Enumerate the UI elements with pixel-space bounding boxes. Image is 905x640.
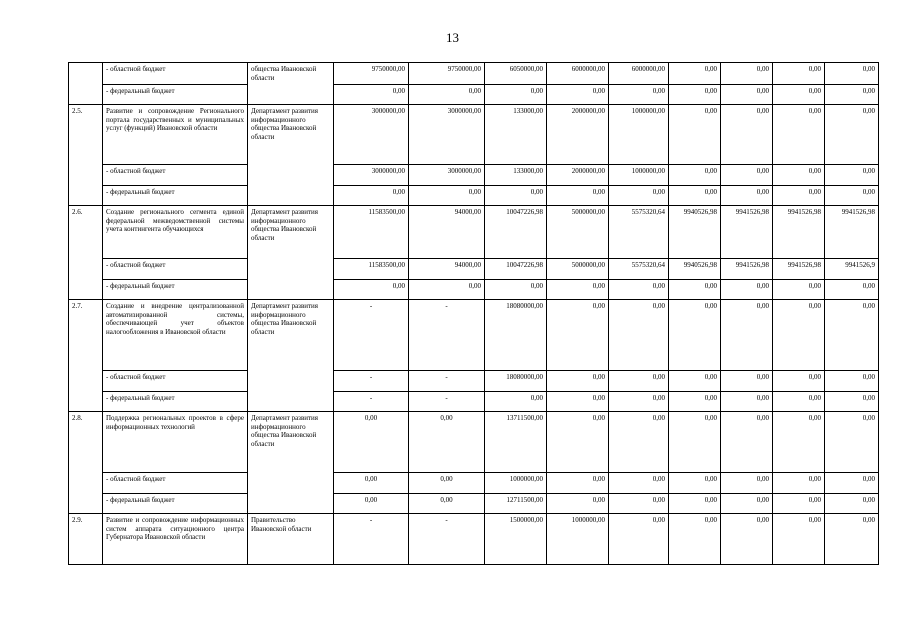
value-cell: 0,00 — [547, 371, 609, 392]
value-cell: 0,00 — [773, 105, 825, 165]
value-cell: 1500000,00 — [485, 514, 547, 565]
value-cell: 0,00 — [773, 280, 825, 300]
row-description: - федеральный бюджет — [103, 85, 248, 105]
table-row — [69, 280, 879, 300]
value-cell: 1000000,00 — [547, 514, 609, 565]
value-cell: 5575320,64 — [609, 259, 669, 280]
value-cell: 5000000,00 — [547, 259, 609, 280]
value-cell: 0,00 — [669, 105, 721, 165]
value-cell: 94000,00 — [409, 259, 485, 280]
value-cell: 0,00 — [773, 412, 825, 473]
table-row — [69, 206, 879, 259]
value-cell: 0,00 — [825, 186, 879, 206]
budget-table — [68, 62, 879, 565]
value-cell: 0,00 — [547, 392, 609, 412]
value-cell: 0,00 — [609, 412, 669, 473]
value-cell: 0,00 — [409, 186, 485, 206]
value-cell: 18080000,00 — [485, 300, 547, 371]
value-cell: 94000,00 — [409, 206, 485, 259]
value-cell: 3000000,00 — [409, 105, 485, 165]
value-cell: 0,00 — [485, 280, 547, 300]
value-cell: 1000000,00 — [485, 473, 547, 494]
row-index: 2.7. — [69, 300, 103, 412]
value-cell: 3000000,00 — [334, 165, 409, 186]
value-cell: 0,00 — [409, 494, 485, 514]
value-cell: 0,00 — [669, 412, 721, 473]
row-description: Создание и внедрение централизованной автоматизированной системы, обеспечивающей учет объектов налогообложения в Ивановской области — [103, 300, 248, 371]
value-cell: 9941526,9 — [825, 259, 879, 280]
row-description: - областной бюджет — [103, 63, 248, 85]
value-cell: 0,00 — [609, 514, 669, 565]
value-cell: 0,00 — [334, 280, 409, 300]
table-row — [69, 165, 879, 186]
row-executor: Департамент развития информационного общества Ивановской области — [248, 206, 334, 300]
value-cell: 2000000,00 — [547, 105, 609, 165]
value-cell: - — [334, 300, 409, 371]
row-executor: Правительство Ивановской области — [248, 514, 334, 565]
row-executor: Департамент развития информационного общества Ивановской области — [248, 105, 334, 206]
value-cell: 0,00 — [669, 473, 721, 494]
table-row — [69, 494, 879, 514]
value-cell: 12711500,00 — [485, 494, 547, 514]
value-cell: - — [334, 514, 409, 565]
row-index — [69, 63, 103, 105]
value-cell: 0,00 — [721, 371, 773, 392]
row-index: 2.9. — [69, 514, 103, 565]
value-cell: 1000000,00 — [609, 105, 669, 165]
value-cell: 0,00 — [669, 392, 721, 412]
value-cell: 5575320,64 — [609, 206, 669, 259]
value-cell: 0,00 — [547, 494, 609, 514]
value-cell: 0,00 — [721, 105, 773, 165]
value-cell: 13711500,00 — [485, 412, 547, 473]
value-cell: 0,00 — [609, 85, 669, 105]
value-cell: 9941526,98 — [773, 259, 825, 280]
value-cell: 0,00 — [334, 186, 409, 206]
value-cell: 0,00 — [825, 412, 879, 473]
value-cell: 0,00 — [547, 280, 609, 300]
table-row — [69, 259, 879, 280]
value-cell: 0,00 — [721, 494, 773, 514]
row-description: - федеральный бюджет — [103, 186, 248, 206]
row-executor: Департамент развития информационного общества Ивановской области — [248, 412, 334, 514]
value-cell: 6000000,00 — [547, 63, 609, 85]
value-cell: 0,00 — [721, 473, 773, 494]
table-row — [69, 85, 879, 105]
value-cell: 0,00 — [825, 371, 879, 392]
value-cell: 0,00 — [485, 85, 547, 105]
value-cell: 0,00 — [825, 494, 879, 514]
value-cell: 0,00 — [547, 473, 609, 494]
value-cell: 0,00 — [409, 412, 485, 473]
value-cell: 0,00 — [547, 300, 609, 371]
value-cell: 6050000,00 — [485, 63, 547, 85]
value-cell: 0,00 — [669, 63, 721, 85]
value-cell: 0,00 — [609, 494, 669, 514]
row-executor: Департамент развития информационного общества Ивановской области — [248, 300, 334, 412]
value-cell: 0,00 — [721, 514, 773, 565]
value-cell: 0,00 — [669, 280, 721, 300]
value-cell: - — [409, 392, 485, 412]
value-cell: 9941526,98 — [721, 259, 773, 280]
value-cell: 9750000,00 — [334, 63, 409, 85]
value-cell: 10047226,98 — [485, 259, 547, 280]
value-cell: - — [409, 371, 485, 392]
value-cell: 0,00 — [825, 514, 879, 565]
value-cell: 0,00 — [825, 85, 879, 105]
value-cell: 0,00 — [825, 473, 879, 494]
value-cell: 0,00 — [773, 473, 825, 494]
value-cell: 0,00 — [721, 63, 773, 85]
value-cell: 0,00 — [547, 186, 609, 206]
table-row — [69, 105, 879, 165]
value-cell: 0,00 — [825, 63, 879, 85]
value-cell: 11583500,00 — [334, 259, 409, 280]
row-index: 2.6. — [69, 206, 103, 300]
value-cell: - — [409, 514, 485, 565]
value-cell: 0,00 — [547, 412, 609, 473]
value-cell: 0,00 — [547, 85, 609, 105]
row-description: Поддержка региональных проектов в сфере информационных технологий — [103, 412, 248, 473]
value-cell: 0,00 — [773, 494, 825, 514]
value-cell: 0,00 — [721, 186, 773, 206]
table-row — [69, 392, 879, 412]
value-cell: 9750000,00 — [409, 63, 485, 85]
value-cell: 0,00 — [825, 392, 879, 412]
value-cell: 5000000,00 — [547, 206, 609, 259]
value-cell: 9941526,98 — [825, 206, 879, 259]
value-cell: 0,00 — [669, 494, 721, 514]
value-cell: 0,00 — [773, 165, 825, 186]
value-cell: 0,00 — [669, 85, 721, 105]
value-cell: 133000,00 — [485, 165, 547, 186]
row-description: - федеральный бюджет — [103, 392, 248, 412]
value-cell: 3000000,00 — [334, 105, 409, 165]
value-cell: 0,00 — [773, 186, 825, 206]
value-cell: 0,00 — [609, 371, 669, 392]
row-executor: общества Ивановской области — [248, 63, 334, 105]
value-cell: 0,00 — [773, 392, 825, 412]
value-cell: 18080000,00 — [485, 371, 547, 392]
row-description: Развитие и сопровождение информационных систем аппарата ситуационного центра Губернатора Ивановской области — [103, 514, 248, 565]
value-cell: 0,00 — [773, 300, 825, 371]
row-description: - областной бюджет — [103, 259, 248, 280]
value-cell: 9941526,98 — [773, 206, 825, 259]
row-description: Развитие и сопровождение Регионального портала государственных и муниципальных услуг (функций) Ивановской области — [103, 105, 248, 165]
value-cell: 0,00 — [409, 85, 485, 105]
table-row — [69, 63, 879, 85]
row-description: - областной бюджет — [103, 371, 248, 392]
table-row — [69, 514, 879, 565]
row-description: - федеральный бюджет — [103, 280, 248, 300]
value-cell: 0,00 — [609, 392, 669, 412]
value-cell: 0,00 — [609, 300, 669, 371]
value-cell: 0,00 — [721, 280, 773, 300]
value-cell: 9941526,98 — [721, 206, 773, 259]
value-cell: 0,00 — [609, 473, 669, 494]
value-cell: 133000,00 — [485, 105, 547, 165]
value-cell: 0,00 — [334, 85, 409, 105]
value-cell: 0,00 — [721, 392, 773, 412]
value-cell: 0,00 — [825, 165, 879, 186]
value-cell: 0,00 — [609, 186, 669, 206]
value-cell: 11583500,00 — [334, 206, 409, 259]
value-cell: 0,00 — [609, 280, 669, 300]
value-cell: 0,00 — [409, 280, 485, 300]
table-row — [69, 300, 879, 371]
value-cell: 3000000,00 — [409, 165, 485, 186]
row-index: 2.8. — [69, 412, 103, 514]
value-cell: 0,00 — [669, 186, 721, 206]
value-cell: 0,00 — [721, 85, 773, 105]
value-cell: 0,00 — [773, 85, 825, 105]
value-cell: 0,00 — [485, 392, 547, 412]
value-cell: 1000000,00 — [609, 165, 669, 186]
value-cell: 0,00 — [773, 514, 825, 565]
value-cell: - — [409, 300, 485, 371]
value-cell: 0,00 — [334, 473, 409, 494]
value-cell: 10047226,98 — [485, 206, 547, 259]
row-description: - областной бюджет — [103, 165, 248, 186]
value-cell: 0,00 — [334, 494, 409, 514]
row-description: - областной бюджет — [103, 473, 248, 494]
table-row — [69, 371, 879, 392]
value-cell: 2000000,00 — [547, 165, 609, 186]
page-number: 13 — [446, 30, 459, 45]
value-cell: 0,00 — [721, 412, 773, 473]
value-cell: 0,00 — [825, 280, 879, 300]
value-cell: 0,00 — [669, 514, 721, 565]
value-cell: 0,00 — [409, 473, 485, 494]
value-cell: 0,00 — [485, 186, 547, 206]
row-index: 2.5. — [69, 105, 103, 206]
value-cell: - — [334, 371, 409, 392]
table-row — [69, 186, 879, 206]
value-cell: 0,00 — [669, 371, 721, 392]
value-cell: 0,00 — [669, 165, 721, 186]
value-cell: 0,00 — [825, 300, 879, 371]
value-cell: 9940526,98 — [669, 206, 721, 259]
value-cell: 0,00 — [334, 412, 409, 473]
value-cell: 0,00 — [773, 63, 825, 85]
value-cell: 0,00 — [773, 371, 825, 392]
table-row — [69, 473, 879, 494]
row-description: - федеральный бюджет — [103, 494, 248, 514]
value-cell: 6000000,00 — [609, 63, 669, 85]
value-cell: 0,00 — [721, 300, 773, 371]
value-cell: 0,00 — [669, 300, 721, 371]
value-cell: 0,00 — [825, 105, 879, 165]
value-cell: 9940526,98 — [669, 259, 721, 280]
row-description: Создание регионального сегмента единой федеральной межведомственной системы учета контингента обучающихся — [103, 206, 248, 259]
value-cell: - — [334, 392, 409, 412]
value-cell: 0,00 — [721, 165, 773, 186]
table-row — [69, 412, 879, 473]
